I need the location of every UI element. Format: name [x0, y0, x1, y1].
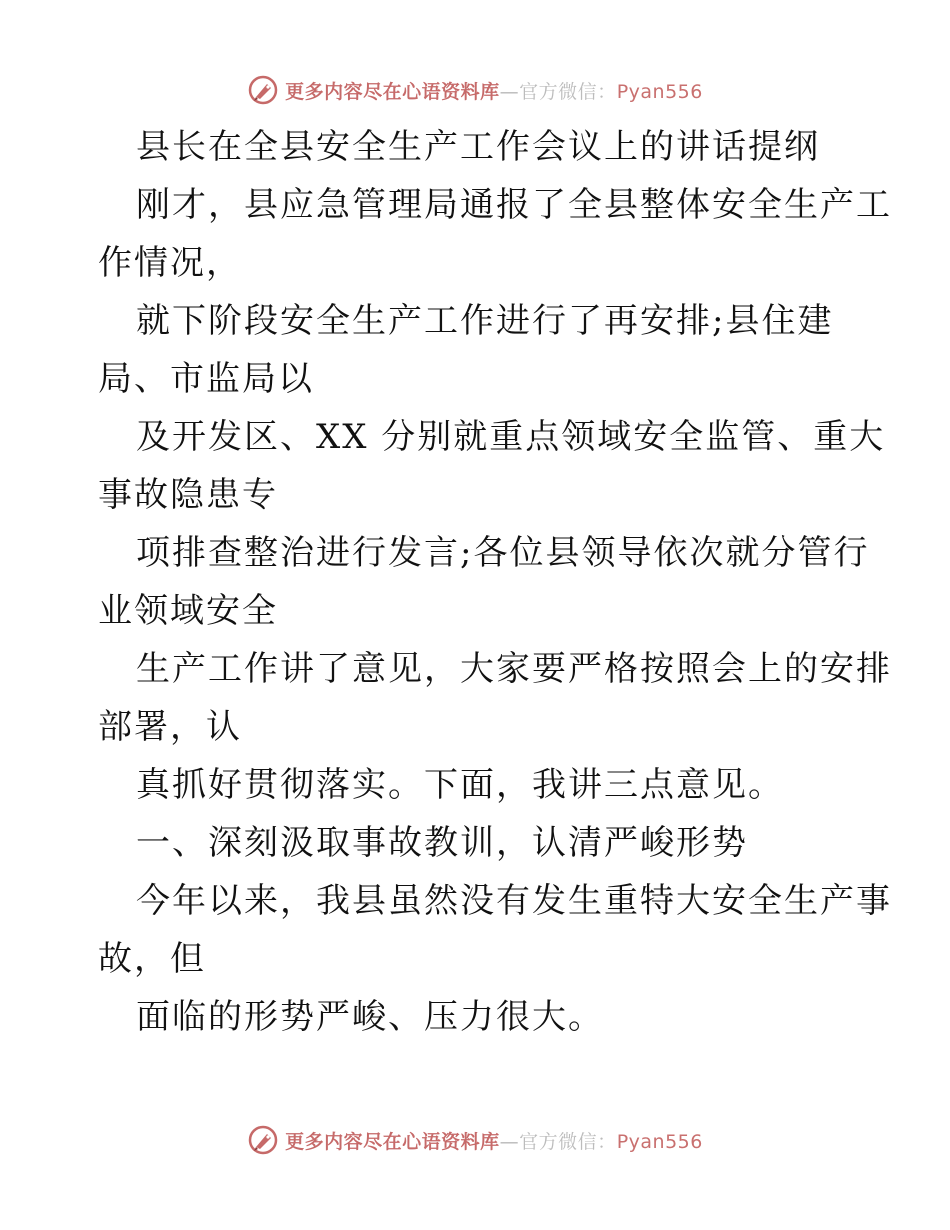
header-brand-text: 更多内容尽在心语资料库	[285, 80, 500, 103]
document-line: 生产工作讲了意见，大家要严格按照会上的安排	[136, 649, 892, 689]
document-line: 今年以来，我县虽然没有发生重特大安全生产事	[136, 881, 892, 921]
document-line: 项排查整治进行发言;各位县领导依次就分管行	[136, 533, 870, 573]
footer-wechat-handle: Pyan556	[616, 1130, 703, 1153]
header-banner	[0, 70, 950, 110]
document-line: 故，但	[98, 939, 206, 979]
header-wechat-handle: Pyan556	[616, 80, 703, 103]
footer-brand-text: 更多内容尽在心语资料库	[285, 1130, 500, 1153]
pen-nib-logo-icon	[247, 1124, 279, 1156]
header-separator: —	[499, 80, 520, 103]
document-line: 面临的形势严峻、压力很大。	[136, 997, 604, 1037]
footer-banner	[0, 1120, 950, 1160]
document-line: 刚才，县应急管理局通报了全县整体安全生产工	[136, 185, 892, 225]
document-line: 部署，认	[98, 707, 242, 747]
document-line: 局、市监局以	[98, 359, 314, 399]
document-body	[98, 118, 892, 1046]
footer-official-prefix: 官方微信：	[519, 1130, 617, 1153]
header-official-prefix: 官方微信：	[519, 80, 617, 103]
footer-banner-text	[285, 1127, 703, 1154]
document-line: 真抓好贯彻落实。下面，我讲三点意见。	[136, 765, 784, 805]
document-line: 业领域安全	[98, 591, 278, 631]
document-line: 及开发区、XX 分别就重点领域安全监管、重大	[136, 417, 886, 457]
document-line: 作情况，	[98, 243, 242, 283]
document-line: 县长在全县安全生产工作会议上的讲话提纲	[136, 127, 820, 167]
document-line: 事故隐患专	[98, 475, 278, 515]
header-banner-text	[285, 77, 703, 104]
pen-nib-logo-icon	[247, 74, 279, 106]
footer-separator: —	[499, 1130, 520, 1153]
document-line: 就下阶段安全生产工作进行了再安排;县住建	[136, 301, 834, 341]
document-line: 一、深刻汲取事故教训，认清严峻形势	[136, 823, 748, 863]
